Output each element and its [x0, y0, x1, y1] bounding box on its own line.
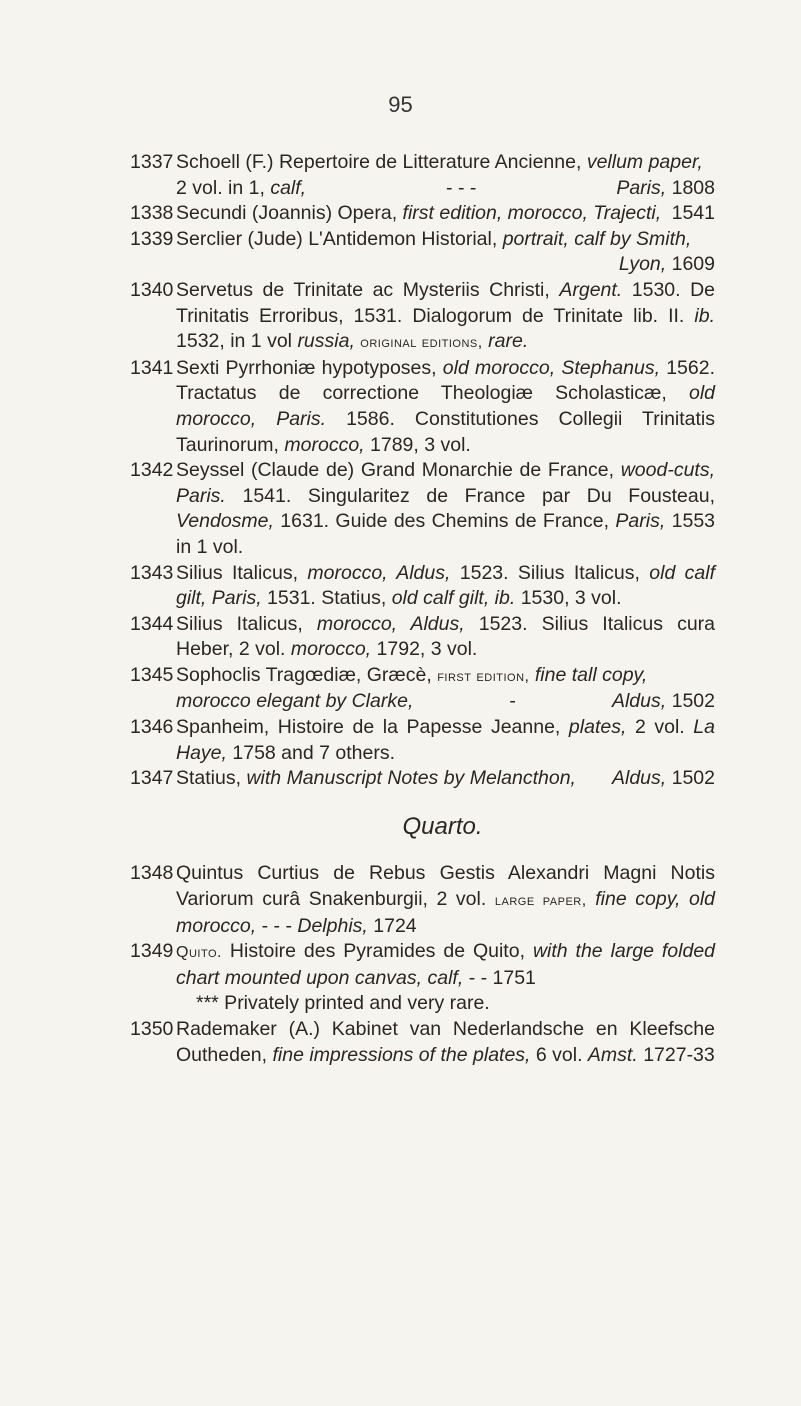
entry-place: Amst. — [587, 1043, 638, 1066]
lot-number: 1348 — [130, 862, 174, 885]
catalogue-entry — [130, 227, 715, 278]
entry-note: *​*​* Privately printed and very rare. — [196, 992, 490, 1015]
entry-year: 1751 — [492, 966, 536, 989]
entry-smallcaps: Quito. — [176, 944, 222, 962]
lot-number: 1340 — [130, 278, 174, 301]
entry-italic: morocco, Aldus, — [316, 612, 465, 635]
entry-smallcaps: first edition, — [437, 667, 530, 685]
entry-italic: old morocco, Paris. — [176, 382, 715, 430]
entry-place: Aldus, — [611, 690, 667, 713]
entry-italic: vellum paper, — [586, 151, 703, 173]
entry-place: Aldus, — [611, 767, 667, 790]
entry-place: Delphis, — [297, 914, 368, 937]
entry-italic: Paris, — [615, 510, 666, 533]
entry-text: 6 vol. — [535, 1043, 583, 1066]
entry-place: Paris, — [616, 176, 667, 199]
entry-text: Sophoclis Tragœdiæ, Græcè, — [176, 663, 432, 686]
entry-year: 1727-33 — [643, 1043, 715, 1066]
entry-text: Silius Italicus, — [176, 612, 303, 635]
entry-text: Servetus de Trinitate ac Mysteriis Christi, — [176, 278, 550, 301]
catalogue-entry — [130, 458, 715, 560]
entry-text: Secundi (Joannis) Opera, — [176, 202, 398, 225]
entry-italic: morocco, — [290, 638, 372, 661]
lot-number: 1338 — [130, 202, 174, 225]
lot-number: 1342 — [130, 459, 174, 482]
entry-italic: first edition, morocco, Trajecti, — [402, 202, 662, 225]
entry-text: Statius, — [176, 767, 242, 790]
entry-italic: portrait, calf by Smith, — [502, 227, 692, 250]
entry-text: 1631. Guide des Chemins de France, — [280, 510, 610, 533]
entry-text: 1531. Statius, — [267, 587, 387, 610]
entry-text: 1562. Tractatus de correctione Theologiæ Scholasticæ, — [176, 356, 716, 405]
entry-text: 1792, 3 vol. — [376, 638, 478, 661]
lot-number: 1339 — [130, 227, 174, 250]
catalogue-entry — [130, 715, 715, 766]
catalogue-entry — [130, 201, 715, 227]
entry-italic: old morocco, Stephanus, — [442, 356, 661, 379]
catalogue-entry — [130, 356, 715, 458]
catalogue-entry — [130, 1017, 715, 1068]
entry-text: 1523. Silius Italicus, — [459, 561, 640, 584]
entry-text: Quintus Curtius de Rebus Gestis Alexandri Magni Notis Variorum curâ Snakenburgii, 2 vol. — [176, 862, 715, 911]
entry-smallcaps: original editions, — [360, 334, 483, 352]
entry-text: 1530, 3 vol. — [520, 587, 622, 610]
lot-number: 1345 — [130, 663, 174, 686]
entry-italic: wood-cuts, Paris. — [176, 459, 715, 507]
catalogue-entry — [130, 150, 715, 201]
entry-italic: Argent. — [559, 278, 623, 301]
entry-italic: ib. — [694, 304, 715, 327]
catalogue-entry — [130, 766, 715, 792]
entry-italic: fine impressions of the plates, — [272, 1043, 531, 1066]
lot-number: 1349 — [130, 940, 174, 963]
lot-number: 1344 — [130, 612, 174, 635]
entry-text: 2 vol. in 1, — [176, 176, 265, 199]
entry-text: 1523. Silius Italicus cura Heber, 2 vol. — [176, 612, 716, 661]
entry-place: Lyon, — [618, 253, 667, 276]
entry-dashes: - - - — [446, 176, 477, 199]
entry-text: Seyssel (Claude de) Grand Monarchie de France, — [176, 459, 614, 482]
entry-italic: with Manuscript Notes by Melancthon, — [246, 767, 576, 790]
entry-text: Spanheim, Histoire de la Papesse Jeanne, — [176, 716, 561, 739]
entry-dashes: - — [509, 690, 516, 713]
entry-year: 1808 — [671, 176, 715, 199]
catalogue-entry — [130, 278, 715, 356]
entry-text: Schoell (F.) Repertoire de Litterature Ancienne, — [176, 151, 582, 173]
entry-italic: plates, — [568, 716, 627, 739]
entry-italic: morocco, — [284, 433, 365, 456]
entry-text: Serclier (Jude) L'Antidemon Historial, — [176, 227, 498, 250]
catalogue-entry — [130, 561, 715, 612]
entry-italic: calf, — [270, 176, 307, 199]
entry-italic: with the large folded chart mounted upon canvas, calf, — [176, 940, 716, 989]
catalogue-entry — [130, 663, 715, 715]
entry-italic: russia, — [297, 330, 355, 353]
entry-year: 1609 — [671, 253, 715, 276]
entry-year: 1502 — [671, 690, 715, 713]
catalogue-entry — [130, 939, 715, 1017]
entry-italic: old calf gilt, Paris, — [176, 561, 715, 610]
entry-dashes: - - - — [261, 914, 292, 937]
catalogue-entries — [130, 150, 715, 1068]
lot-number: 1350 — [130, 1018, 174, 1040]
entry-text: 1541. Singularitez de France par Du Fousteau, — [242, 484, 715, 507]
lot-number: 1347 — [130, 767, 174, 790]
entry-italic: Vendosme, — [176, 510, 274, 533]
entry-text: 1789, 3 vol. — [370, 433, 471, 456]
catalogue-entry — [130, 612, 715, 663]
entry-year: 1541 — [671, 202, 715, 225]
entry-italic: rare. — [488, 330, 529, 353]
entry-year: 1502 — [671, 767, 715, 790]
entry-italic: La Haye, — [176, 716, 715, 764]
entry-italic: fine tall copy, — [534, 663, 648, 686]
entry-text: Silius Italicus, — [176, 561, 299, 584]
entry-year: 1724 — [373, 914, 417, 937]
entry-text: Sexti Pyrrhoniæ hypotyposes, — [176, 356, 437, 379]
lot-number: 1341 — [130, 356, 174, 379]
entry-text: Rademaker (A.) Kabinet van Nederlandsche en Kleefsche Outheden, — [176, 1018, 715, 1066]
lot-number: 1346 — [130, 716, 174, 739]
entry-italic: old calf gilt, ib. — [391, 587, 516, 610]
section-title: Quarto. — [402, 812, 483, 840]
lot-number: 1343 — [130, 561, 174, 584]
entry-dashes: - - — [468, 966, 488, 989]
entry-text: 1530. De Trinitatis Erroribus, 1531. Dialogorum de Trinitate lib. II. — [176, 278, 715, 327]
entry-text: 1553 in 1 vol. — [176, 510, 716, 558]
entry-smallcaps: large paper, — [494, 892, 587, 910]
entry-text: 2 vol. — [634, 716, 685, 739]
entry-italic: fine copy, old morocco, — [176, 888, 716, 937]
entry-text: 1532, in 1 vol — [176, 330, 293, 353]
entry-italic: morocco, Aldus, — [307, 561, 451, 584]
entry-italic: morocco elegant by Clarke, — [176, 690, 414, 713]
lot-number: 1337 — [130, 151, 174, 173]
entry-text: 1586. Constitutiones Collegii Trinitatis Taurinorum, — [176, 407, 716, 456]
entry-text: 1758 and 7 others. — [232, 741, 396, 764]
catalogue-entry — [130, 861, 715, 939]
page-number: 95 — [388, 92, 413, 117]
entry-text: Histoire des Pyramides de Quito, — [229, 940, 525, 963]
